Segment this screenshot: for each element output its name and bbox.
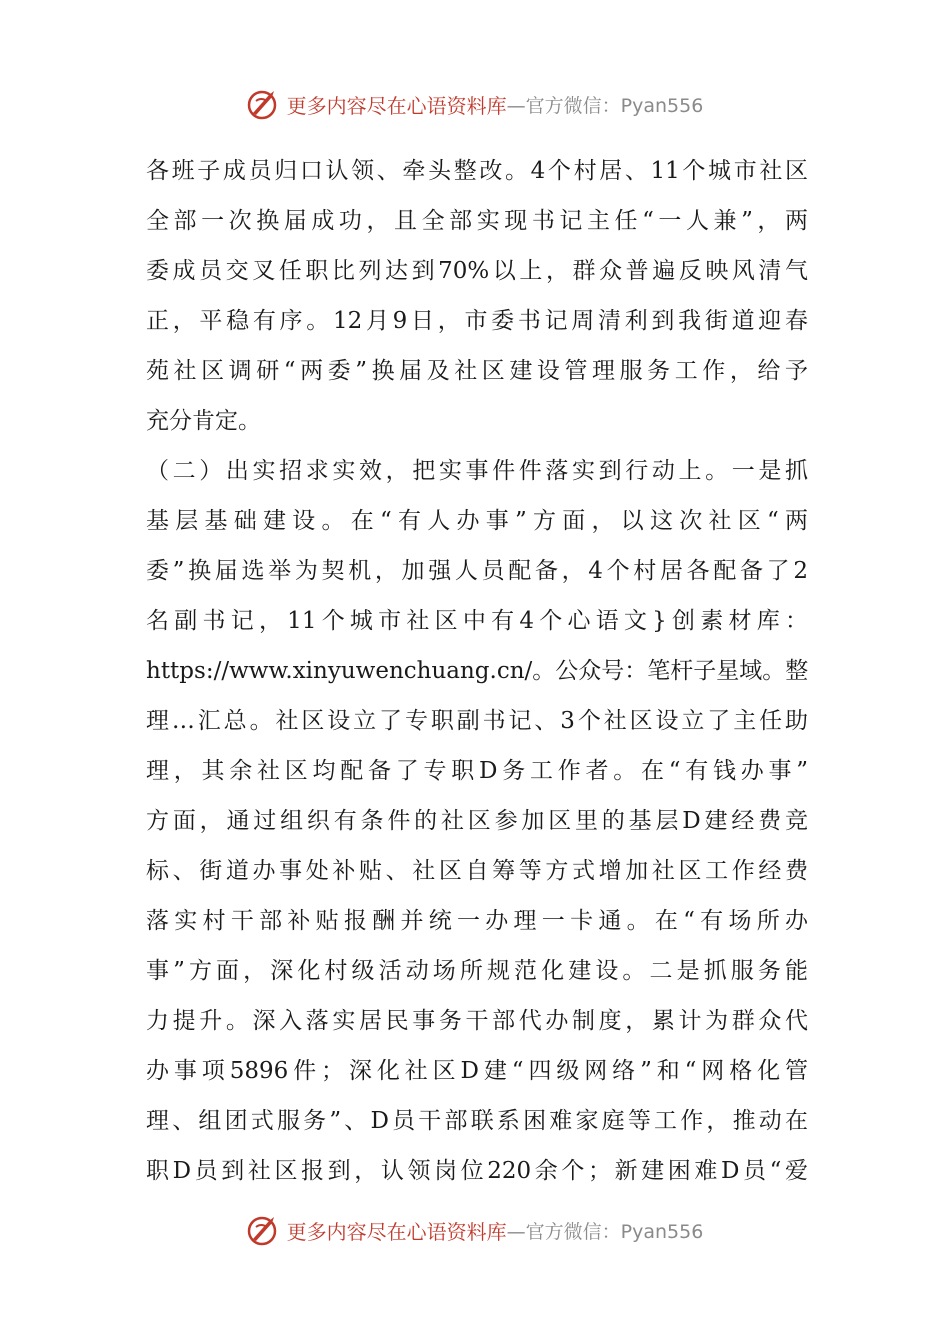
document-body [146, 146, 808, 1196]
pen-logo-icon [247, 1213, 281, 1247]
text-line: 办事项5896件；深化社区D建“四级网络”和“网格化管 [146, 1058, 808, 1084]
text-line: 名副书记，11个城市社区中有4个心语文}创素材库： [146, 608, 808, 634]
text-line: 全部一次换届成功，且全部实现书记主任“一人兼”，两 [146, 208, 808, 234]
banner-contact-text: —官方微信：Pyan556 [506, 1220, 704, 1243]
banner-brand-text: 更多内容尽在心语资料库 [286, 1219, 507, 1244]
text-line: 委成员交叉任职比列达到70%以上，群众普遍反映风清气 [146, 258, 808, 284]
banner-contact-text: —官方微信：Pyan556 [506, 94, 704, 117]
text-line: 理、组团式服务”、D员干部联系困难家庭等工作，推动在 [146, 1108, 808, 1134]
banner-brand-text: 更多内容尽在心语资料库 [286, 93, 507, 118]
text-line: 力提升。深入落实居民事务干部代办制度，累计为群众代 [146, 1008, 808, 1034]
text-line: 委”换届选举为契机，加强人员配备，4个村居各配备了2 [146, 558, 808, 584]
text-line: 各班子成员归口认领、牵头整改。4个村居、11个城市社区 [146, 158, 808, 184]
footer-banner [0, 1210, 950, 1250]
text-line-url: https://www.xinyuwenchuang.cn/。公众号：笔杆子星域。整 [146, 658, 808, 684]
text-line: 充分肯定。 [146, 408, 261, 434]
text-line: 基层基础建设。在“有人办事”方面，以这次社区“两 [146, 508, 808, 534]
text-line: 方面，通过组织有条件的社区参加区里的基层D建经费竞 [146, 808, 808, 834]
pen-logo-icon [247, 87, 281, 121]
header-banner [0, 84, 950, 124]
text-line: 理…汇总。社区设立了专职副书记、3个社区设立了主任助 [146, 708, 808, 734]
text-line: （二）出实招求实效，把实事件件落实到行动上。一是抓 [146, 458, 808, 484]
text-line: 事”方面，深化村级活动场所规范化建设。二是抓服务能 [146, 958, 808, 984]
text-line: 理，其余社区均配备了专职D务工作者。在“有钱办事” [146, 758, 808, 784]
text-line: 职D员到社区报到，认领岗位220余个；新建困难D员“爱 [146, 1158, 808, 1184]
text-line: 落实村干部补贴报酬并统一办理一卡通。在“有场所办 [146, 908, 808, 934]
text-line: 标、街道办事处补贴、社区自筹等方式增加社区工作经费 [146, 858, 808, 884]
text-line: 正，平稳有序。12月9日，市委书记周清利到我街道迎春 [146, 308, 808, 334]
text-line: 苑社区调研“两委”换届及社区建设管理服务工作，给予 [146, 358, 808, 384]
